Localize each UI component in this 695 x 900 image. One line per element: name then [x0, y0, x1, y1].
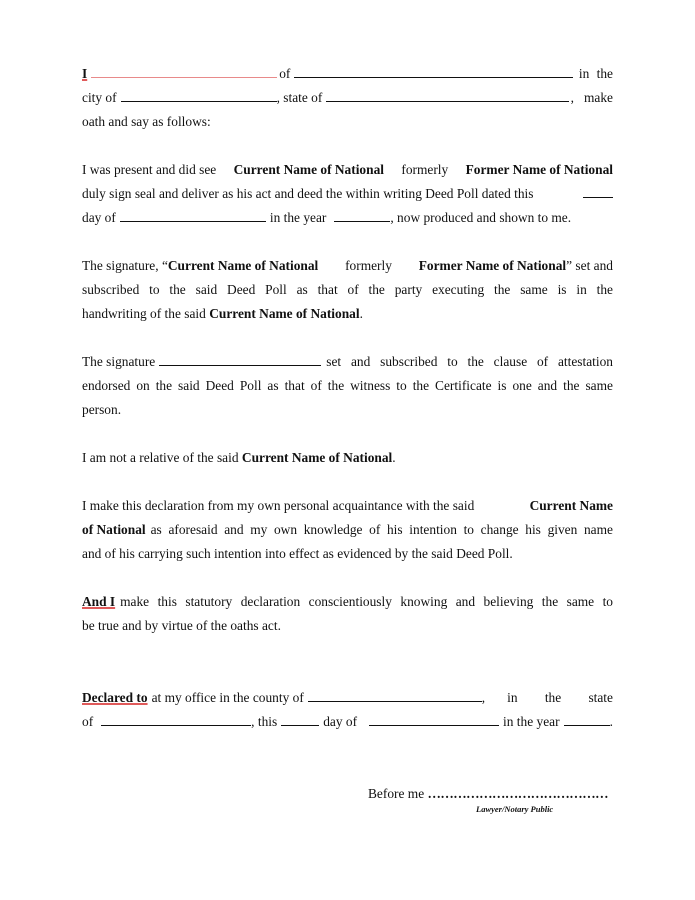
p6-line-1: And I make this statutory declaration conscientiously knowing and believing the same to: [82, 590, 613, 614]
year-field[interactable]: [334, 207, 390, 222]
deponent-address-field[interactable]: [294, 63, 573, 78]
paragraph-signature: [82, 254, 613, 326]
oath-line-3: oath and say as follows:: [82, 114, 211, 129]
p1-line-3: day of in the year , now produced and shown to me.: [82, 206, 613, 230]
p3-line-2: endorsed on the said Deed Poll as that of the witness to the Certificate is one and the same: [82, 378, 613, 393]
oath-line-2: city of , state of , make: [82, 86, 613, 110]
paragraph-witness: [82, 158, 613, 230]
p5-line-3: and of his carrying such intention into effect as evidenced by the said Deed Poll.: [82, 546, 513, 561]
in-the-label: in the: [578, 66, 613, 81]
p1-line-2: duly sign seal and deliver as his act and deed the within writing Deed Poll dated this: [82, 182, 613, 206]
paragraph-acquaintance: [82, 494, 613, 566]
of-label: of: [279, 66, 291, 81]
oath-intro: [82, 62, 613, 134]
oath-line-1: [82, 62, 613, 86]
city-of-label: city of: [82, 90, 117, 105]
declared-month-field[interactable]: [369, 711, 499, 726]
declared-line-1: Declared to at my office in the county of , in the state: [82, 686, 613, 710]
make-label: make: [584, 90, 613, 105]
state-field[interactable]: [326, 87, 568, 102]
declared-state-field[interactable]: [101, 711, 251, 726]
p1-line-1: I was present and did see Current Name of National formerly Former Name of National: [82, 158, 613, 182]
before-me-label: Before me: [368, 786, 425, 801]
p3-line-1: The signature set and subscribed to the clause of attestation: [82, 350, 613, 374]
p3-line-3: person.: [82, 402, 122, 417]
declared-section: [82, 686, 613, 734]
paragraph-attestation: [82, 350, 613, 422]
signature-line[interactable]: ……………………………………: [427, 786, 608, 801]
paragraph-not-relative: I am not a relative of the said Current Name of National.: [82, 450, 396, 465]
p2-line-3: handwriting of the said Current Name of National.: [82, 306, 363, 321]
former-name: Former Name of National: [465, 162, 613, 177]
p2-line-1: The signature, “Current Name of National formerly Former Name of National” set and: [82, 258, 613, 273]
signature-block: [368, 782, 608, 814]
notary-caption: Lawyer/Notary Public: [476, 804, 554, 814]
and-i-label: And I: [82, 594, 116, 609]
paragraph-statutory: [82, 590, 613, 638]
current-name: Current Name of National: [233, 162, 384, 177]
declared-day-field[interactable]: [281, 711, 319, 726]
witness-signature-field[interactable]: [159, 351, 321, 366]
p2-line-2: subscribed to the said Deed Poll as that of the party executing the same is in the: [82, 282, 613, 297]
p6-line-2: be true and by virtue of the oaths act.: [82, 618, 281, 633]
declared-year-field[interactable]: [564, 711, 610, 726]
declared-line-2: of , this day of in the year .: [82, 710, 613, 734]
declared-to-label: Declared to: [82, 690, 148, 705]
p5-line-2: of National as aforesaid and my own knowledge of his intention to change his given name: [82, 522, 613, 537]
day-field[interactable]: [583, 183, 613, 198]
p5-line-1: I make this declaration from my own personal acquaintance with the said Current Name: [82, 498, 613, 513]
month-field[interactable]: [120, 207, 266, 222]
county-field[interactable]: [308, 687, 482, 702]
deponent-name-field[interactable]: [91, 63, 277, 78]
state-of-label: , state of: [276, 90, 323, 105]
city-field[interactable]: [121, 87, 277, 102]
i-label: I: [82, 66, 88, 81]
